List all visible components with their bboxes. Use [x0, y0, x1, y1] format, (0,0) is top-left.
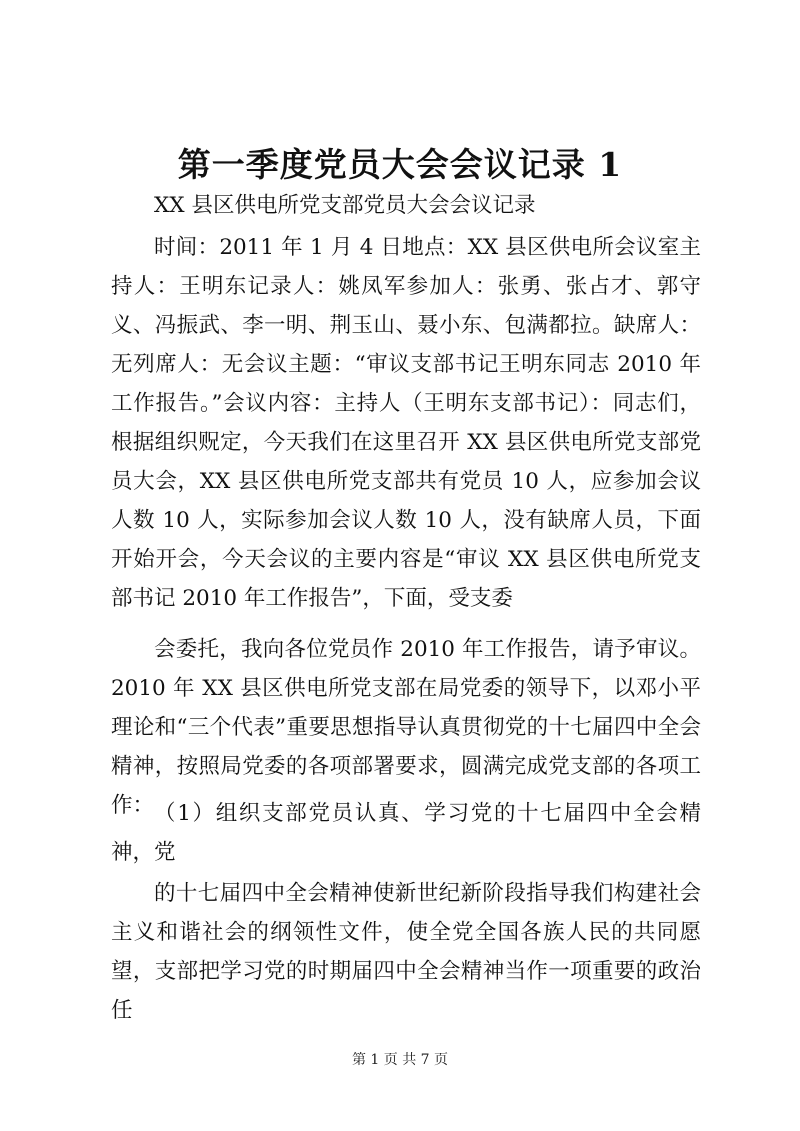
paragraph: 会委托，我向各位党员作 2010 年工作报告，请予审议。2010 年 XX 县区供电所党支部在局党委的领导下，以邓小平理论和“三个代表”重要思想指导认真贯彻党的十七届四中全会精神，按照局党委的各项部署要求，圆满完成党支部的各项工作：: [111, 637, 701, 818]
page-number-footer: 第 1 页 共 7 页: [351, 1052, 449, 1068]
paragraph: XX 县区供电所党支部党员大会会议记录: [154, 193, 536, 218]
paragraph-heading: [111, 186, 701, 225]
paragraph: 时间：2011 年 1 月 4 日地点：XX 县区供电所会议室主持人：王明东记录人：姚凤军参加人：张勇、张占才、郭守义、冯振武、李一明、荆玉山、聂小东、包满都拉。缺席人：无列席人：无会议主题：“审议支部书记王明东同志 2010 年工作报告。”会议内容：主持人（王明东支部书记）：同志们，根据组织贶定，今天我们在这里召开 XX 县区供电所党支部党员大会，XX 县区供电所党支部共有党员 10 人，应参加会议人数 10 人，实际参加会议人数 10 人，没有缺席人员，下面开始开会，今天会议的主要内容是“审议 XX 县区供电所党支部书记 2010 年工作报告”，下面，受支委: [111, 235, 701, 611]
paragraph-item-1-continued: [111, 874, 701, 1030]
paragraph-item-1: [111, 794, 701, 872]
document-title: 第一季度党员大会会议记录 1: [177, 145, 623, 184]
paragraph-meeting-details: [111, 228, 701, 618]
paragraph: （1）组织支部党员认真、学习党的十七届四中全会精神，党: [111, 801, 701, 865]
paragraph: 的十七届四中全会精神使新世纪新阶段指导我们构建社会主义和谐社会的纲领性文件，使全党全国各族人民的共同愿望，支部把学习党的时期届四中全会精神当作一项重要的政治任: [111, 881, 701, 1023]
